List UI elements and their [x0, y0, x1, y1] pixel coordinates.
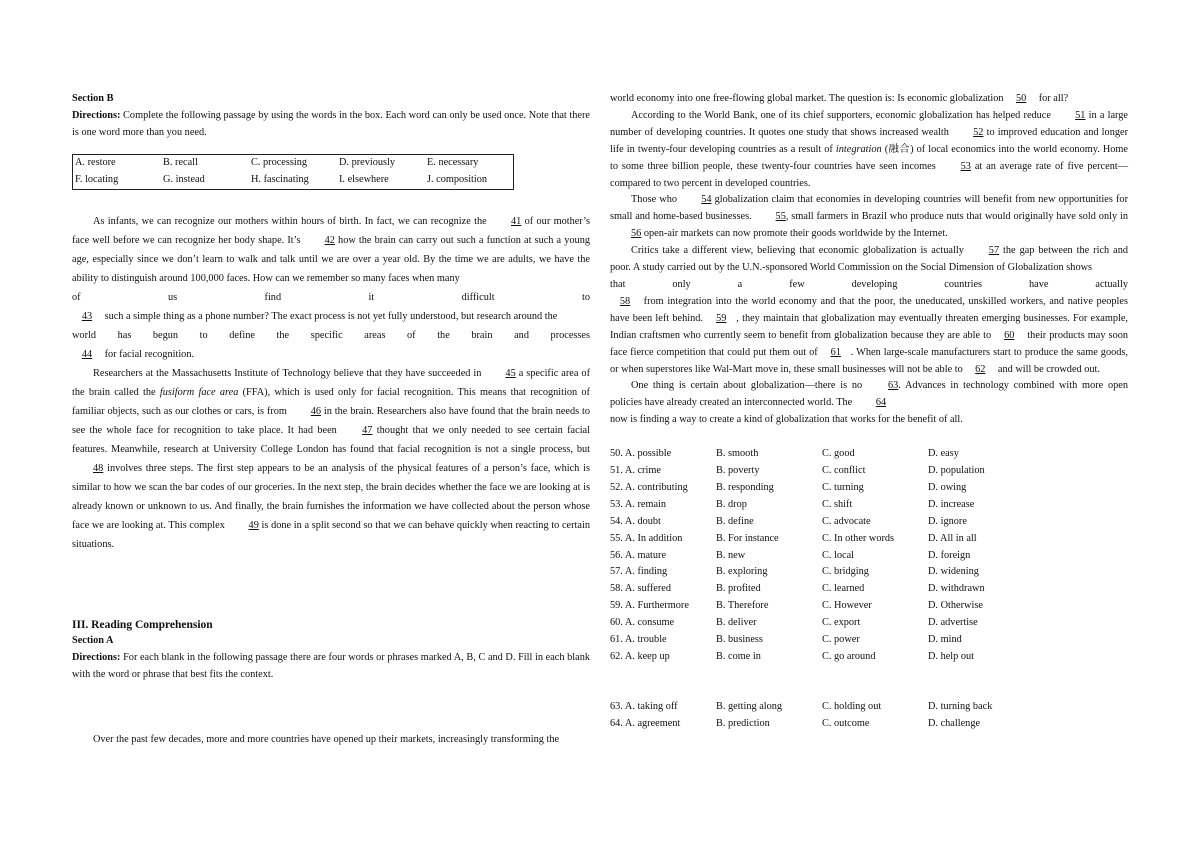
- option-row: [610, 649, 1028, 666]
- option-choice: C. power: [822, 634, 860, 646]
- passage-a-start: Over the past few decades, more and more countries have opened up their markets, increasingly transforming the: [93, 734, 560, 746]
- option-choice: 53. A. remain: [610, 498, 667, 510]
- blank-63: 63: [887, 380, 899, 392]
- passage-b-paragraph-1: As infants, we can recognize our mothers within hours of birth. In fact, we can recognize the 41 of our mother’s face well before we can recognize her body shape. It’s 42 how the brain can carry out such a function at such a young age, especially since we don’t learn to walk and talk until we are over a year old. By the time we are adults, we have the ability to distinguish around 100,000 faces. How can we remember so many faces when many of us find it difficult to 43 such a simple thing as a phone number? The exact process is not yet fully understood, but research around the world has begun to define the specific areas of the brain and processes 44 for facial recognition.: [72, 212, 590, 364]
- option-choice: B. come in: [716, 651, 761, 662]
- option-choice: 57. A. finding: [610, 566, 668, 578]
- option-choice: C. However: [822, 600, 872, 612]
- option-choice: C. turning: [822, 481, 864, 493]
- blank-57: 57: [988, 245, 1000, 257]
- blank-46: 46: [310, 405, 322, 417]
- passage-a-paragraph-2: According to the World Bank, one of its chief supporters, economic globalization has helped reduce 51 in a large number of developing countries. It quotes one study that shows increased wealth 52 to improved education and longer life in twenty-four developing countries as a result of integration (融合) of local economics into the world economy. Home to some three billion people, these twenty-four countries have seen incomes 53 at an average rate of five percent—compared to two percent in developed countries.: [610, 109, 1128, 189]
- option-row: [610, 531, 1028, 548]
- options-table: [610, 446, 1028, 666]
- option-choice: B. new: [716, 549, 746, 561]
- option-row: [610, 446, 1028, 463]
- option-choice: D. help out: [928, 651, 975, 662]
- option-row: [610, 514, 1028, 531]
- option-choice: 58. A. suffered: [610, 583, 672, 595]
- word-option: C. processing: [251, 156, 308, 168]
- options-table-2: [610, 699, 1028, 733]
- option-choice: B. For instance: [716, 532, 779, 544]
- blank-62: 62: [975, 363, 986, 375]
- section-a-title: Section A: [72, 635, 114, 647]
- word-option: I. elsewhere: [339, 173, 389, 185]
- passage-b-paragraph-2: Researchers at the Massachusetts Institute of Technology believe that they have succeeded in 45 a specific area of the brain called the fusiform face area (FFA), which is used only for facial recognition. This means that recognition of familiar objects, such as our clothes or cars, is from 46 in the brain. Researchers also have found that the brain needs to see the whole face for recognition to take place. It had been 47 thought that we only needed to see certain facial features. Meanwhile, research at University College London has found that facial recognition is not a single process, but 48 involves three steps. The first step appears to be an analysis of the physical features of a person’s face, which is similar to how we scan the bar codes of our groceries. In the next step, the brain decides whether the face we are looking at is already known or unknown to us. And finally, the brain furnishes the information we have collected about the person whose face we are looking at. This complex 49 is done in a split second so that we can behave quickly when reacting to certain situations.: [72, 364, 590, 554]
- blank-50: 50: [1015, 93, 1027, 104]
- section-b-title: Section B: [72, 93, 114, 104]
- option-choice: 59. A. Furthermore: [610, 600, 689, 612]
- option-row: [610, 581, 1028, 598]
- option-choice: C. good: [822, 448, 855, 460]
- option-choice: D. widening: [928, 566, 979, 578]
- blank-42: 42: [324, 234, 335, 246]
- passage-a-paragraph-1-end: world economy into one free-flowing global market. The question is: Is economic globalization 50 for all?: [610, 91, 1128, 108]
- word-box-row: [73, 172, 514, 189]
- option-choice: D. easy: [928, 448, 959, 460]
- word-option: H. fascinating: [251, 173, 309, 185]
- option-choice: C. go around: [822, 651, 876, 662]
- option-choice: 62. A. keep up: [610, 651, 670, 662]
- option-choice: 54. A. doubt: [610, 515, 661, 527]
- option-choice: C. bridging: [822, 566, 869, 578]
- spread-line: world has begun to define the specific areas of the brain and processes: [72, 329, 590, 341]
- passage-a-paragraph-4: Critics take a different view, believing that economic globalization is actually 57 the gap between the rich and poor. A study carried out by the U.N.-sponsored World Commission on the Social Dimension of Globalization shows that only a few developing countries have actually 58 from integration into the world economy and that the poor, the uneducated, unskilled workers, and native peoples have been left behind. 59 , they maintain that globalization may eventually threaten emerging businesses. For example, Indian craftsmen who currently seem to benefit from globalization because they are able to 60 their products may soon face fierce competition that could put them out of 61 . When large-scale manufacturers start to produce the same goods, or when superstores like Wal-Mart move in, these small businesses will not be able to 62 and will be crowded out.: [610, 243, 1128, 378]
- section-a-directions: [72, 650, 590, 684]
- option-choice: C. holding out: [822, 700, 882, 712]
- option-choice: B. profited: [716, 583, 761, 595]
- option-row: [610, 699, 1028, 716]
- right-column: [610, 91, 1128, 733]
- blank-53: 53: [960, 160, 971, 172]
- option-choice: D. population: [928, 465, 985, 477]
- option-choice: B. poverty: [716, 465, 760, 477]
- left-column: [72, 91, 590, 749]
- option-choice: D. advertise: [928, 617, 978, 629]
- option-row: [610, 564, 1028, 581]
- blank-52: 52: [973, 126, 984, 138]
- option-row: [610, 632, 1028, 649]
- option-choice: D. ignore: [928, 515, 967, 527]
- option-choice: 64. A. agreement: [610, 717, 681, 729]
- option-choice: C. outcome: [822, 717, 870, 729]
- word-box-row: [73, 154, 514, 171]
- option-choice: B. exploring: [716, 566, 768, 578]
- option-choice: 61. A. trouble: [610, 634, 667, 646]
- option-choice: 51. A. crime: [610, 465, 661, 477]
- word-option: J. composition: [427, 173, 488, 185]
- option-choice: D. increase: [928, 498, 975, 510]
- option-choice: B. smooth: [716, 448, 759, 460]
- option-choice: D. Otherwise: [928, 600, 983, 612]
- blank-43: 43: [81, 310, 93, 322]
- blank-64: 64: [875, 397, 887, 409]
- option-row: [610, 548, 1028, 565]
- word-option: D. previously: [339, 156, 396, 168]
- option-choice: 56. A. mature: [610, 549, 667, 561]
- blank-48: 48: [93, 462, 104, 474]
- word-option: G. instead: [163, 173, 205, 185]
- blank-61: 61: [830, 346, 841, 358]
- directions-text: Complete the following passage by using the words in the box. Each word can only be used once. Note that there is one word more than you need.: [72, 109, 590, 138]
- option-choice: D. withdrawn: [928, 583, 985, 595]
- word-option: F. locating: [75, 173, 119, 185]
- option-choice: D. turning back: [928, 700, 993, 712]
- option-choice: C. shift: [822, 498, 853, 510]
- word-option: E. necessary: [427, 156, 479, 168]
- spread-line: of us find it difficult to: [72, 291, 590, 303]
- option-choice: B. deliver: [716, 617, 757, 629]
- option-choice: 60. A. consume: [610, 617, 675, 629]
- option-choice: B. business: [716, 634, 763, 646]
- passage-a-paragraph-5: One thing is certain about globalization—there is no 63. Advances in technology combined with more open policies have already created an interconnected world. The 64 now is finding a way to create a kind of globalization that works for the benefit of all.: [610, 380, 1128, 426]
- option-choice: D. owing: [928, 481, 967, 493]
- word-option: B. recall: [163, 156, 198, 168]
- option-choice: 63. A. taking off: [610, 700, 678, 712]
- blank-55: 55: [775, 211, 786, 223]
- option-choice: B. drop: [716, 498, 747, 510]
- option-row: [610, 615, 1028, 632]
- option-choice: B. Therefore: [716, 600, 769, 612]
- blank-59: 59: [716, 312, 727, 324]
- section-b-directions: [72, 108, 590, 142]
- ffa-term: fusiform face area: [159, 386, 239, 398]
- part-3-heading: III. Reading Comprehension: [72, 618, 213, 631]
- option-choice: C. local: [822, 549, 855, 561]
- option-choice: 52. A. contributing: [610, 481, 688, 493]
- option-choice: C. learned: [822, 583, 865, 595]
- option-choice: B. prediction: [716, 717, 770, 729]
- option-row: [610, 480, 1028, 497]
- blank-44: 44: [81, 348, 93, 360]
- directions-label: Directions:: [72, 109, 121, 121]
- blank-60: 60: [1004, 329, 1015, 341]
- option-row: [610, 716, 1028, 733]
- spread-line: that only a few developing countries have actually: [610, 278, 1128, 290]
- option-choice: C. export: [822, 617, 861, 629]
- integration-term: integration: [835, 143, 882, 155]
- option-row: [610, 598, 1028, 615]
- blank-41: 41: [511, 215, 522, 227]
- option-choice: B. getting along: [716, 700, 783, 712]
- blank-54: 54: [701, 194, 712, 206]
- blank-47: 47: [362, 424, 373, 436]
- option-choice: B. define: [716, 515, 754, 527]
- directions-label: Directions:: [72, 652, 121, 664]
- option-choice: D. mind: [928, 634, 962, 646]
- option-row: [610, 497, 1028, 514]
- option-row: [610, 463, 1028, 480]
- blank-49: 49: [248, 519, 259, 531]
- word-option: A. restore: [75, 156, 116, 168]
- option-choice: D. challenge: [928, 717, 981, 729]
- passage-a-paragraph-3: Those who 54 globalization claim that economies in developing countries will benefit from new opportunities for small and home-based businesses. 55, small farmers in Brazil who produce nuts that would originally have sold only in 56 open-air markets can now promote their goods worldwide by the Internet.: [610, 192, 1128, 243]
- option-choice: C. conflict: [822, 465, 866, 477]
- blank-51: 51: [1075, 109, 1086, 121]
- option-choice: D. foreign: [928, 549, 971, 561]
- directions-text: For each blank in the following passage there are four words or phrases marked A, B, C and D. Fill in each blank with the word or phrase that best fits the context.: [72, 652, 590, 681]
- word-box: [72, 154, 514, 190]
- option-choice: D. All in all: [928, 532, 977, 544]
- blank-56: 56: [631, 228, 642, 240]
- blank-58: 58: [619, 295, 631, 307]
- blank-45: 45: [505, 367, 516, 379]
- option-choice: C. In other words: [822, 532, 895, 544]
- option-choice: C. advocate: [822, 515, 871, 527]
- option-choice: B. responding: [716, 481, 774, 493]
- option-choice: 55. A. In addition: [610, 532, 683, 544]
- option-choice: 50. A. possible: [610, 448, 672, 460]
